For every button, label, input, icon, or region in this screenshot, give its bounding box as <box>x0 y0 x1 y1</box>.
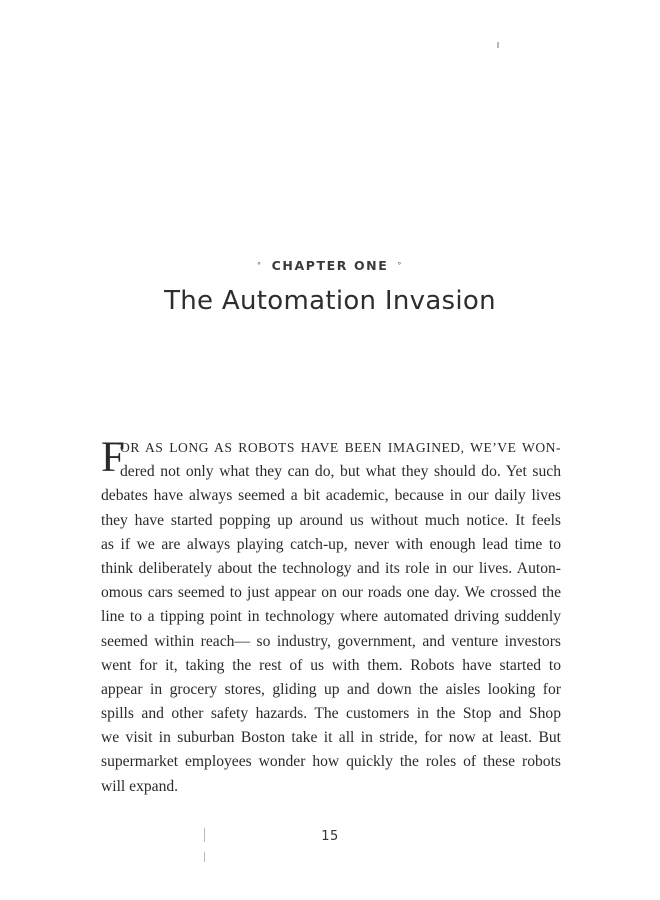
text-line: OR AS LONG AS ROBOTS HAVE BEEN IMAGINED, WE’VE WON- <box>120 440 561 455</box>
text-line: will expand. <box>101 777 179 795</box>
text-line: think deliberately about the technology and its role in our lives. Auton- <box>101 559 561 577</box>
scan-speck <box>204 852 205 862</box>
text-line: spills and other safety hazards. The customers in the Stop and Shop <box>101 705 561 723</box>
scan-speck <box>497 42 499 48</box>
body-paragraph <box>101 436 561 799</box>
ornament-left-icon: ° <box>257 261 263 270</box>
chapter-label <box>0 258 660 273</box>
text-line: they have started popping up around us without much notice. It feels <box>101 511 561 529</box>
text-line: line to a tipping point in technology where automated driving suddenly <box>101 608 561 626</box>
ornament-right-icon: ° <box>397 261 403 270</box>
page-number: 15 <box>321 829 339 844</box>
chapter-title: The Automation Invasion <box>164 286 496 316</box>
text-line: supermarket employees wonder how quickly the roles of these robots <box>101 753 561 771</box>
text-line: appear in grocery stores, gliding up and down the aisles looking for <box>101 680 561 698</box>
text-line: omous cars seemed to just appear on our roads one day. We crossed the <box>101 584 561 602</box>
text-line: seemed within reach— so industry, government, and venture investors <box>101 632 561 650</box>
text-line: we visit in suburban Boston take it all in stride, for now at least. But <box>101 729 561 747</box>
text-line: dered not only what they can do, but what they should do. Yet such <box>120 463 561 481</box>
text-line: debates have always seemed a bit academic, because in our daily lives <box>101 487 561 505</box>
text-line: went for it, taking the rest of us with them. Robots have started to <box>101 656 561 674</box>
drop-cap: F <box>101 434 125 481</box>
chapter-number: CHAPTER ONE <box>271 258 389 273</box>
text-line: as if we are always playing catch-up, never with enough lead time to <box>101 535 561 553</box>
